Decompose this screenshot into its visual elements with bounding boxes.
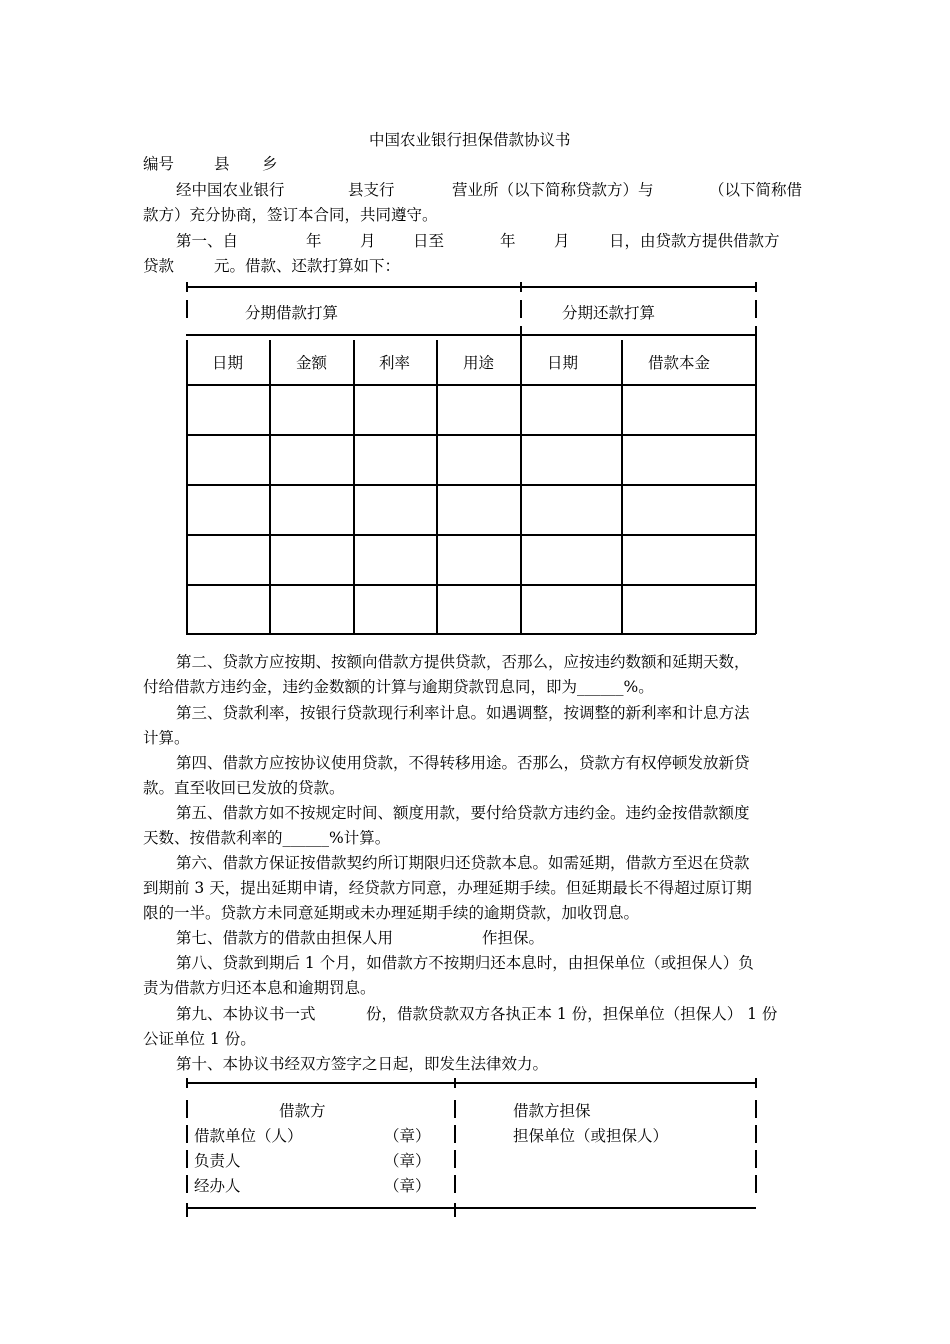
handler-label: 经办人	[194, 1177, 241, 1195]
clause1-part-e: 年	[500, 232, 516, 250]
table1-col-principal: 借款本金	[648, 354, 711, 372]
document-title: 中国农业银行担保借款协议书	[369, 131, 571, 149]
guarantor-title: 借款方担保	[513, 1102, 591, 1120]
clause4-line1: 第四、借款方应按协议使用贷款，不得转移用途。否那么，贷款方有权停顿发放新贷	[176, 754, 750, 772]
serial-number-label: 编号	[143, 155, 175, 173]
clause1-part-f: 月	[554, 232, 570, 250]
intro-text-3: 营业所（以下简称贷款方）与	[452, 181, 654, 199]
borrower-unit-seal: （章）	[384, 1127, 431, 1145]
clause1-line2-a: 贷款	[143, 257, 175, 275]
table1-col-date: 日期	[212, 354, 244, 372]
clause1-part-d: 日至	[413, 232, 445, 250]
handler-seal: （章）	[384, 1177, 431, 1195]
table1-group-borrow: 分期借款打算	[245, 304, 339, 322]
clause9-line2: 公证单位 1 份。	[143, 1030, 256, 1048]
table1-group-repay: 分期还款打算	[562, 304, 656, 322]
clause4-line2: 款。直至收回已发放的贷款。	[143, 779, 345, 797]
clause1-part-c: 月	[360, 232, 376, 250]
responsible-person-seal: （章）	[384, 1152, 431, 1170]
clause6-line2: 到期前 3 天，提出延期申请，经贷款方同意，办理延期手续。但延期最长不得超过原订期	[143, 879, 752, 897]
township-label: 乡	[262, 155, 278, 173]
intro-text-4: （以下简称借	[709, 181, 803, 199]
table1-col-amount: 金额	[296, 354, 328, 372]
clause8-line1: 第八、贷款到期后 1 个月，如借款方不按期归还本息时，由担保单位（或担保人）负	[176, 954, 754, 972]
intro-text-2: 县支行	[348, 181, 395, 199]
table1-col-purpose: 用途	[463, 354, 495, 372]
clause9-part-b: 份，借款贷款双方各执正本 1 份，担保单位（担保人） 1 份	[366, 1005, 778, 1023]
table1-col-rate: 利率	[379, 354, 411, 372]
guarantor-unit-label: 担保单位（或担保人）	[513, 1127, 669, 1145]
clause1-part-b: 年	[306, 232, 322, 250]
clause10-line1: 第十、本协议书经双方签字之日起，即发生法律效力。	[176, 1055, 549, 1073]
clause6-line1: 第六、借款方保证按借款契约所订期限归还贷款本息。如需延期，借款方至迟在贷款	[176, 854, 750, 872]
clause6-line3: 限的一半。贷款方未同意延期或未办理延期手续的逾期贷款，加收罚息。	[143, 904, 640, 922]
clause5-line1: 第五、借款方如不按规定时间、额度用款，要付给贷款方违约金。违约金按借款额度	[176, 804, 750, 822]
clause1-part-g: 日，由贷款方提供借款方	[609, 232, 780, 250]
borrower-title: 借款方	[279, 1102, 326, 1120]
borrower-unit-label: 借款单位（人）	[194, 1127, 303, 1145]
clause2-line2: 付给借款方违约金，违约金数额的计算与逾期贷款罚息同，即为______%。	[143, 678, 654, 696]
clause3-line1: 第三、贷款利率，按银行贷款现行利率计息。如遇调整，按调整的新利率和计息方法	[176, 704, 750, 722]
intro-text-1: 经中国农业银行	[176, 181, 285, 199]
clause9-part-a: 第九、本协议书一式	[176, 1005, 316, 1023]
clause7-part-a: 第七、借款方的借款由担保人用	[176, 929, 394, 947]
clause8-line2: 责为借款方归还本息和逾期罚息。	[143, 979, 376, 997]
clause1-part-a: 第一、自	[176, 232, 239, 250]
clause3-line2: 计算。	[143, 729, 190, 747]
clause1-line2-b: 元。借款、还款打算如下：	[214, 257, 401, 275]
intro-text-line2: 款方）充分协商，签订本合同，共同遵守。	[143, 206, 438, 224]
clause2-line1: 第二、贷款方应按期、按额向借款方提供贷款，否那么，应按违约数额和延期天数，	[176, 653, 750, 671]
table1-col-repay-date: 日期	[547, 354, 579, 372]
responsible-person-label: 负责人	[194, 1152, 241, 1170]
clause5-line2: 天数、按借款利率的______%计算。	[143, 829, 391, 847]
county-label: 县	[214, 155, 230, 173]
clause7-part-b: 作担保。	[482, 929, 545, 947]
